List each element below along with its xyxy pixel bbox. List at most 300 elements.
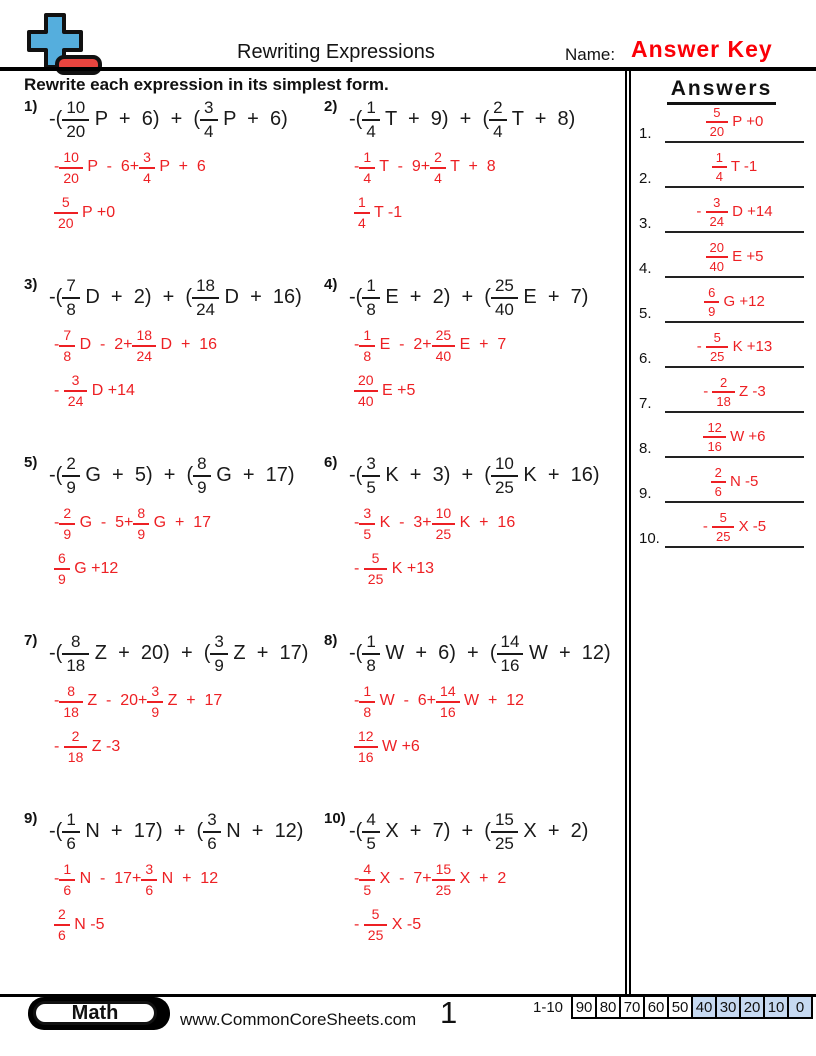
fraction-denominator: 4 [715, 169, 723, 185]
problem-body [349, 631, 611, 809]
fraction [62, 98, 89, 141]
fraction [147, 683, 163, 719]
fraction [362, 632, 379, 675]
answer-row [639, 458, 804, 503]
score-cell: 50 [667, 995, 693, 1019]
answer-row [639, 278, 804, 323]
answer-minus: - [54, 381, 64, 399]
problem-expression [49, 275, 302, 319]
answer-number: 9. [639, 485, 652, 502]
answer-number: 3. [639, 215, 652, 232]
fraction [432, 327, 456, 363]
fraction-denominator: 6 [58, 927, 66, 944]
fraction-numerator: 20 [706, 240, 728, 259]
fraction-numerator: 3 [210, 632, 227, 655]
answer-row [639, 413, 804, 458]
fraction-denominator: 9 [66, 477, 76, 497]
answers-title-row [639, 77, 804, 105]
fraction-numerator: 8 [59, 683, 83, 703]
fraction-numerator: 6 [54, 550, 70, 570]
simplified-answer [354, 550, 600, 586]
fraction-numerator: 5 [706, 105, 728, 124]
fraction-denominator: 9 [708, 304, 716, 320]
work-line [354, 505, 600, 541]
fraction [491, 276, 518, 319]
fraction-numerator: 5 [364, 906, 388, 926]
fraction-denominator: 25 [709, 349, 725, 365]
work-minus: - [54, 336, 60, 354]
answer-value [712, 150, 758, 186]
answer-suffix: P +0 [728, 113, 764, 131]
fraction-denominator: 18 [63, 703, 79, 720]
fraction-numerator: 7 [59, 327, 75, 347]
answer-suffix: G +12 [719, 293, 765, 311]
fraction-numerator: 3 [64, 372, 88, 392]
problem [24, 631, 324, 809]
work-tail: D + 16 [156, 336, 217, 354]
fraction-denominator: 8 [63, 347, 72, 364]
expr-middle: D + 2) + ( [79, 285, 193, 308]
answers-list [639, 104, 804, 548]
score-range-label: 1-10 [533, 998, 564, 1016]
problem-expression [349, 97, 575, 141]
answer-blank-line [665, 186, 804, 233]
fraction-numerator: 1 [362, 276, 379, 299]
fraction [59, 861, 75, 897]
expr-middle: X + 7) + ( [379, 819, 491, 842]
simplified-answer [354, 728, 611, 764]
answer-blank-line [665, 456, 804, 503]
math-badge-label: Math [33, 1001, 157, 1025]
answer-suffix: G +12 [69, 559, 119, 577]
fraction-numerator: 6 [704, 285, 719, 304]
answer-row [639, 233, 804, 278]
problem-number: 9) [24, 810, 38, 827]
fraction-numerator: 5 [706, 330, 728, 349]
fraction-numerator: 1 [359, 149, 375, 169]
expr-middle: Z + 20) + ( [89, 641, 211, 664]
work-minus: - [354, 336, 360, 354]
fraction-numerator: 2 [430, 149, 446, 169]
fraction [712, 510, 734, 544]
fraction-numerator: 7 [62, 276, 79, 299]
work-minus: - [354, 870, 360, 888]
problem-expression [49, 809, 303, 853]
answer-suffix: D +14 [87, 381, 135, 399]
fraction-denominator: 4 [493, 121, 503, 141]
problem [324, 275, 622, 453]
fraction [432, 505, 456, 541]
answer-value [703, 510, 766, 546]
work-line [354, 327, 588, 363]
work-middle: P - 6+ [82, 158, 140, 176]
fraction-numerator: 2 [711, 465, 726, 484]
answer-value [703, 375, 765, 411]
name-label: Name: [565, 45, 616, 64]
fraction [497, 632, 524, 675]
fraction [192, 276, 219, 319]
fraction-denominator: 25 [435, 525, 452, 542]
fraction-denominator: 4 [143, 169, 151, 186]
answer-minus: - [354, 915, 364, 933]
fraction [54, 550, 70, 586]
fraction-numerator: 8 [133, 505, 149, 525]
answer-number: 4. [639, 260, 652, 277]
fraction [54, 906, 70, 942]
expr-tail: D + 16) [218, 285, 302, 308]
answer-minus: - [54, 737, 64, 755]
fraction-denominator: 9 [197, 477, 207, 497]
fraction-numerator: 3 [203, 810, 220, 833]
simplified-answer [354, 372, 588, 408]
answer-suffix: T -1 [369, 203, 403, 221]
fraction [359, 327, 375, 363]
expr-open: -( [49, 819, 63, 842]
score-grid [571, 995, 813, 1019]
fraction [364, 550, 388, 586]
work-line [354, 861, 588, 897]
fraction-denominator: 8 [366, 299, 376, 319]
problem-expression [49, 453, 295, 497]
problem-number: 10) [324, 810, 346, 827]
fraction-numerator: 10 [62, 98, 89, 121]
score-cell: 20 [739, 995, 765, 1019]
fraction-numerator: 3 [706, 195, 728, 214]
fraction-numerator: 10 [432, 505, 456, 525]
expr-tail: P + 6) [217, 107, 288, 130]
answer-suffix: X -5 [387, 915, 422, 933]
problem-expression [49, 631, 308, 675]
fraction-denominator: 6 [714, 484, 722, 500]
fraction-numerator: 1 [62, 810, 79, 833]
fraction [706, 195, 728, 229]
fraction [430, 149, 446, 185]
fraction-denominator: 25 [367, 927, 384, 944]
problem-expression [49, 97, 288, 141]
fraction [59, 149, 83, 185]
answer-blank-line [665, 411, 804, 458]
work-minus: - [354, 514, 360, 532]
expr-middle: T + 9) + ( [379, 107, 490, 130]
answer-value [704, 285, 765, 321]
fraction-numerator: 1 [712, 150, 727, 169]
fraction [359, 149, 375, 185]
fraction-denominator: 6 [63, 881, 72, 898]
problem-body [49, 275, 302, 453]
fraction-denominator: 16 [707, 439, 722, 455]
fraction [436, 683, 460, 719]
work-tail: E + 7 [455, 336, 507, 354]
work-line [54, 505, 295, 541]
fraction-numerator: 2 [712, 375, 734, 394]
fraction-denominator: 25 [367, 571, 384, 588]
score-cell: 80 [595, 995, 621, 1019]
expr-tail: W + 12) [523, 641, 611, 664]
fraction-numerator: 1 [362, 98, 379, 121]
answer-blank-line [665, 276, 804, 323]
problem-expression [349, 453, 600, 497]
fraction [64, 372, 88, 408]
work-tail: N + 12 [157, 870, 219, 888]
work-line [354, 683, 611, 719]
fraction-denominator: 8 [363, 703, 372, 720]
fraction-numerator: 4 [359, 861, 375, 881]
answer-number: 8. [639, 440, 652, 457]
answer-suffix: N -5 [69, 915, 105, 933]
fraction-denominator: 40 [358, 393, 374, 410]
answer-value [703, 420, 765, 456]
fraction-denominator: 40 [435, 347, 452, 364]
fraction-numerator: 10 [491, 454, 518, 477]
fraction-denominator: 24 [136, 347, 153, 364]
answer-suffix: D +14 [728, 203, 773, 221]
fraction [432, 861, 456, 897]
work-middle: D - 2+ [75, 336, 133, 354]
work-line [54, 861, 303, 897]
problem [324, 97, 622, 275]
problem-number: 3) [24, 276, 38, 293]
fraction-denominator: 25 [494, 477, 514, 497]
problems-grid [24, 97, 622, 987]
fraction [203, 810, 220, 853]
work-middle: X - 7+ [375, 870, 432, 888]
fraction-numerator: 3 [147, 683, 163, 703]
fraction-numerator: 4 [362, 810, 379, 833]
fraction [354, 372, 378, 408]
answer-suffix: X -5 [734, 518, 767, 536]
score-cell: 70 [619, 995, 645, 1019]
fraction [704, 285, 719, 319]
fraction-denominator: 4 [434, 169, 442, 186]
fraction [359, 505, 375, 541]
fraction-denominator: 5 [363, 525, 372, 542]
fraction-denominator: 18 [716, 394, 731, 410]
answer-key-text: Answer Key [631, 36, 773, 62]
fraction-denominator: 8 [66, 299, 76, 319]
fraction-numerator: 12 [703, 420, 725, 439]
fraction [59, 505, 75, 541]
simplified-answer [54, 906, 303, 942]
score-cell: 40 [691, 995, 717, 1019]
fraction [489, 98, 506, 141]
fraction [139, 149, 155, 185]
answer-blank-line [665, 231, 804, 278]
site-url: www.CommonCoreSheets.com [180, 1010, 417, 1029]
fraction-denominator: 6 [207, 833, 217, 853]
fraction-denominator: 24 [709, 214, 724, 230]
score-cell: 90 [571, 995, 597, 1019]
answer-suffix: W +6 [377, 737, 420, 755]
problem-body [49, 809, 303, 987]
fraction [706, 240, 728, 274]
score-cell: 0 [787, 995, 813, 1019]
fraction [491, 810, 518, 853]
answer-minus: - [703, 383, 713, 401]
problem-number: 4) [324, 276, 338, 293]
work-tail: K + 16 [455, 514, 516, 532]
answer-blank-line [665, 501, 804, 548]
work-middle: E - 2+ [375, 336, 432, 354]
fraction [706, 105, 728, 139]
work-middle: T - 9+ [375, 158, 431, 176]
fraction-denominator: 8 [366, 655, 376, 675]
answer-number: 10. [639, 530, 660, 547]
score-cell: 10 [763, 995, 789, 1019]
expr-open: -( [49, 463, 63, 486]
fraction-numerator: 3 [200, 98, 217, 121]
fraction [59, 683, 83, 719]
fraction-denominator: 9 [58, 571, 66, 588]
fraction [359, 861, 375, 897]
fraction [354, 728, 378, 764]
fraction [712, 150, 727, 184]
fraction [59, 327, 75, 363]
fraction-numerator: 2 [59, 505, 75, 525]
answer-number: 1. [639, 125, 652, 142]
fraction [359, 683, 375, 719]
expr-tail: T + 8) [506, 107, 576, 130]
problem-body [349, 275, 588, 453]
fraction-denominator: 18 [67, 749, 84, 766]
fraction-numerator: 12 [354, 728, 378, 748]
fraction-numerator: 2 [489, 98, 506, 121]
fraction-numerator: 14 [497, 632, 524, 655]
fraction [362, 454, 379, 497]
answer-suffix: Z -3 [87, 737, 121, 755]
score-cell: 60 [643, 995, 669, 1019]
fraction-denominator: 9 [63, 525, 72, 542]
answer-number: 2. [639, 170, 652, 187]
fraction-denominator: 24 [67, 393, 84, 410]
fraction-numerator: 2 [54, 906, 70, 926]
work-tail: W + 12 [459, 692, 525, 710]
fraction-denominator: 20 [58, 215, 74, 232]
answer-suffix: Z -3 [734, 383, 766, 401]
fraction-denominator: 25 [494, 833, 514, 853]
work-minus: - [354, 158, 360, 176]
problem [324, 453, 622, 631]
fraction-numerator: 3 [139, 149, 155, 169]
score-cell: 30 [715, 995, 741, 1019]
work-tail: G + 17 [149, 514, 211, 532]
expr-open: -( [349, 285, 363, 308]
fraction-numerator: 15 [491, 810, 518, 833]
fraction [141, 861, 157, 897]
fraction [193, 454, 210, 497]
answer-minus: - [696, 203, 706, 221]
answer-suffix: K +13 [728, 338, 773, 356]
fraction-denominator: 40 [494, 299, 514, 319]
problem-number: 6) [324, 454, 338, 471]
expr-middle: G + 5) + ( [79, 463, 194, 486]
answers-title: Answers [667, 77, 777, 105]
answer-blank-line [665, 104, 804, 143]
answers-panel [625, 71, 816, 995]
answer-suffix: P +0 [77, 203, 116, 221]
work-middle: N - 17+ [75, 870, 142, 888]
work-line [354, 149, 575, 185]
answer-row [639, 323, 804, 368]
fraction-denominator: 9 [214, 655, 224, 675]
fraction-numerator: 3 [362, 454, 379, 477]
fraction [712, 375, 734, 409]
fraction-denominator: 24 [196, 299, 215, 319]
simplified-answer [54, 372, 302, 408]
problem-body [349, 453, 600, 631]
answer-suffix: W +6 [725, 428, 766, 446]
expr-tail: N + 12) [220, 819, 304, 842]
problem-number: 1) [24, 98, 38, 115]
problem-expression [349, 631, 611, 675]
answer-row [639, 503, 804, 548]
problem [324, 809, 622, 987]
expr-tail: K + 16) [517, 463, 600, 486]
problem-expression [349, 809, 588, 853]
expr-open: -( [349, 107, 363, 130]
answer-suffix: K +13 [387, 559, 435, 577]
work-minus: - [54, 692, 60, 710]
simplified-answer [54, 728, 308, 764]
fraction-denominator: 6 [145, 881, 154, 898]
problem-body [49, 97, 288, 275]
math-badge [28, 997, 170, 1030]
fraction-denominator: 16 [440, 703, 456, 720]
answer-blank-line [665, 141, 804, 188]
fraction-denominator: 16 [500, 655, 520, 675]
fraction [491, 454, 518, 497]
expr-middle: N + 17) + ( [79, 819, 204, 842]
fraction-numerator: 5 [54, 194, 78, 214]
fraction-denominator: 18 [66, 655, 86, 675]
simplified-answer [354, 906, 588, 942]
work-minus: - [54, 514, 60, 532]
fraction-denominator: 5 [363, 881, 372, 898]
fraction [62, 454, 79, 497]
answer-row [639, 104, 804, 143]
problem-number: 5) [24, 454, 38, 471]
fraction-denominator: 5 [366, 477, 376, 497]
answer-value [711, 465, 759, 501]
fraction [62, 276, 79, 319]
expr-tail: E + 7) [517, 285, 589, 308]
fraction-numerator: 5 [364, 550, 388, 570]
fraction [703, 420, 725, 454]
problem-number: 2) [324, 98, 338, 115]
answer-value [696, 195, 772, 231]
simplified-answer [354, 194, 575, 230]
problem-body [349, 809, 588, 987]
fraction [133, 505, 149, 541]
answer-row [639, 368, 804, 413]
fraction [132, 327, 156, 363]
fraction [62, 810, 79, 853]
answer-suffix: T -1 [726, 158, 758, 176]
problem-number: 8) [324, 632, 338, 649]
problem-body [49, 453, 295, 631]
fraction-numerator: 15 [432, 861, 456, 881]
fraction-denominator: 20 [709, 124, 725, 140]
problem [24, 809, 324, 987]
fraction-numerator: 2 [62, 454, 79, 477]
answer-blank-line [665, 321, 804, 368]
page-title: Rewriting Expressions [237, 41, 435, 63]
page-number: 1 [440, 995, 458, 1030]
simplified-answer [54, 194, 288, 230]
expr-open: -( [349, 641, 363, 664]
work-line [54, 327, 302, 363]
expr-middle: E + 2) + ( [379, 285, 491, 308]
work-middle: Z - 20+ [82, 692, 148, 710]
